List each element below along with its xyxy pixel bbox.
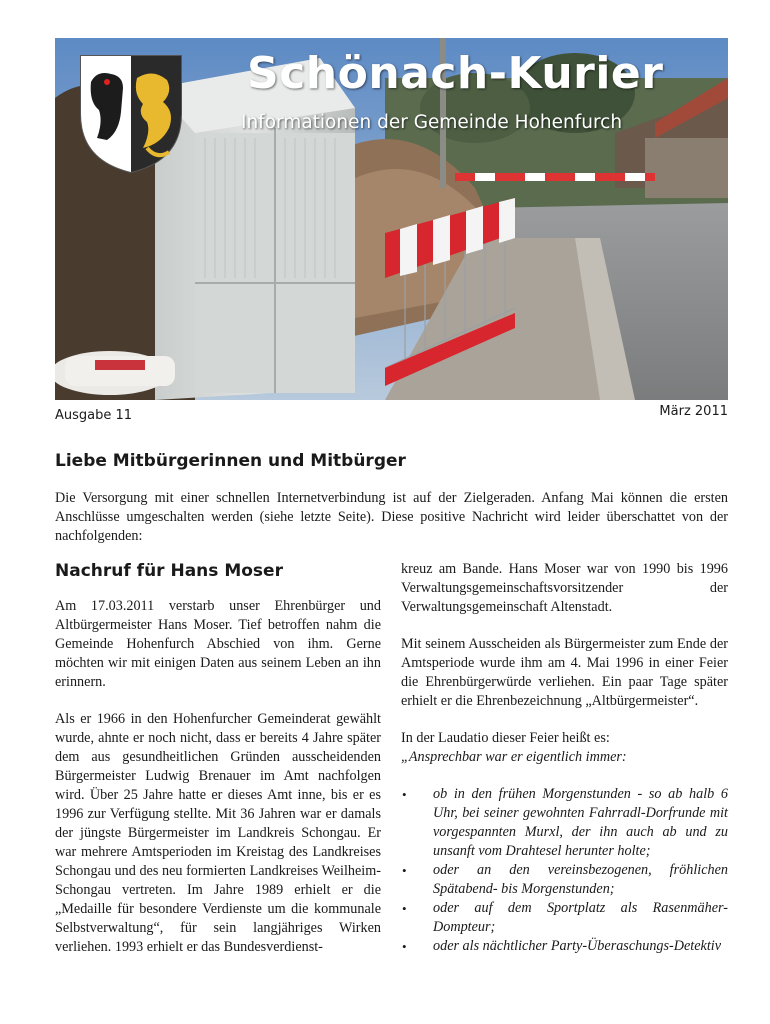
list-item: • oder an den vereinsbezogenen, fröhlichen Spätabend- bis Morgenstunden; [402,862,728,897]
list-item: • ob in den frühen Morgenstunden - so ab halb 6 Uhr, bei seiner gewohnten Fahrradl-Dorfrunde mit vorgespannten Murxl, der ihn auch ab und zu unsanft vom Drahtesel herunter holte; [402,786,728,859]
article-paragraph: Am 17.03.2011 verstarb unser Ehrenbürger und Altbürgermeister Hans Moser. Tief betroffen nahm die Gemeinde Hohenfurch Abschied von ihm. Gerne möchten wir mit einigen Daten aus seinem Leben an ihn erinnern. [55,598,381,690]
masthead-title: Schönach-Kurier [247,48,664,99]
list-item: • oder auf dem Sportplatz als Rasenmäher-Dompteur; [402,900,728,935]
article-paragraph: Mit seinem Ausscheiden als Bürgermeister zum Ende der Amtsperiode wurde ihm am 4. Mai 1996 in einer Feier die Ehrenbürgerwürde verliehen. Ein paar Tage später erhielt er die Ehrenbezeichnung „Altbürgermeister“. [401,636,728,709]
article-title: Nachruf für Hans Moser [55,561,283,581]
issue-date: März 2011 [659,404,728,419]
bullet-icon: • [402,787,407,802]
bullet-icon: • [402,939,407,954]
quote-lead: „Ansprechbar war er eigentlich immer: [401,749,627,765]
article-left-column [55,560,381,975]
coat-of-arms-icon [77,52,185,174]
masthead-subtitle: Informationen der Gemeinde Hohenfurch [241,112,623,133]
article-paragraph: Als er 1966 in den Hohenfurcher Gemeinderat gewählt wurde, ahnte er noch nicht, dass er bereits 4 Jahre später dem aus gesundheitlichen Gründen ausscheidenden Bürgermeister Ludwig Brenauer im Amt nachfolgen wird. Über 25 Jahre hatte er dieses Amt inne, bis er es 1996 zur Verfügung stellte. Mit 36 Jahren war er damals der jüngste Bürgermeister im Landkreis Schongau. Er war mehrere Amtsperioden im Kreistag des Landkreises Schongau und des neu formierten Landkreises Weilheim-Schongau vertreten. Im Jahre 1989 erhielt er die „Medaille für besondere Verdienste um die kommunale Selbstverwaltung“, für sein langjähriges Wirken verliehen. 1993 erhielt er das Bundesverdienst- [55,711,381,955]
article-right-column [401,560,728,956]
bullet-icon: • [402,863,407,878]
intro-paragraph: Die Versorgung mit einer schnellen Internetverbindung ist auf der Zielgeraden. Anfang Mai können die ersten Anschlüsse umgeschalten werden (siehe letzte Seite). Diese positive Nachricht wird leider überschattet von der nachfolgenden: [55,490,728,544]
masthead-photo [55,38,728,400]
article-paragraph: kreuz am Bande. Hans Moser war von 1990 bis 1996 Verwaltungsgemeinschaftsvorsitzender der Verwaltungsgemeinschaft Altenstadt. [401,561,728,615]
quote-bullet-list [401,785,728,956]
laudatio-intro: In der Laudatio dieser Feier heißt es: [401,730,610,746]
bullet-icon: • [402,901,407,916]
page-headline: Liebe Mitbürgerinnen und Mitbürger [55,451,406,471]
issue-number: Ausgabe 11 [55,408,133,423]
list-item: • oder als nächtlicher Party-Überaschungs-Detektiv [402,938,722,954]
